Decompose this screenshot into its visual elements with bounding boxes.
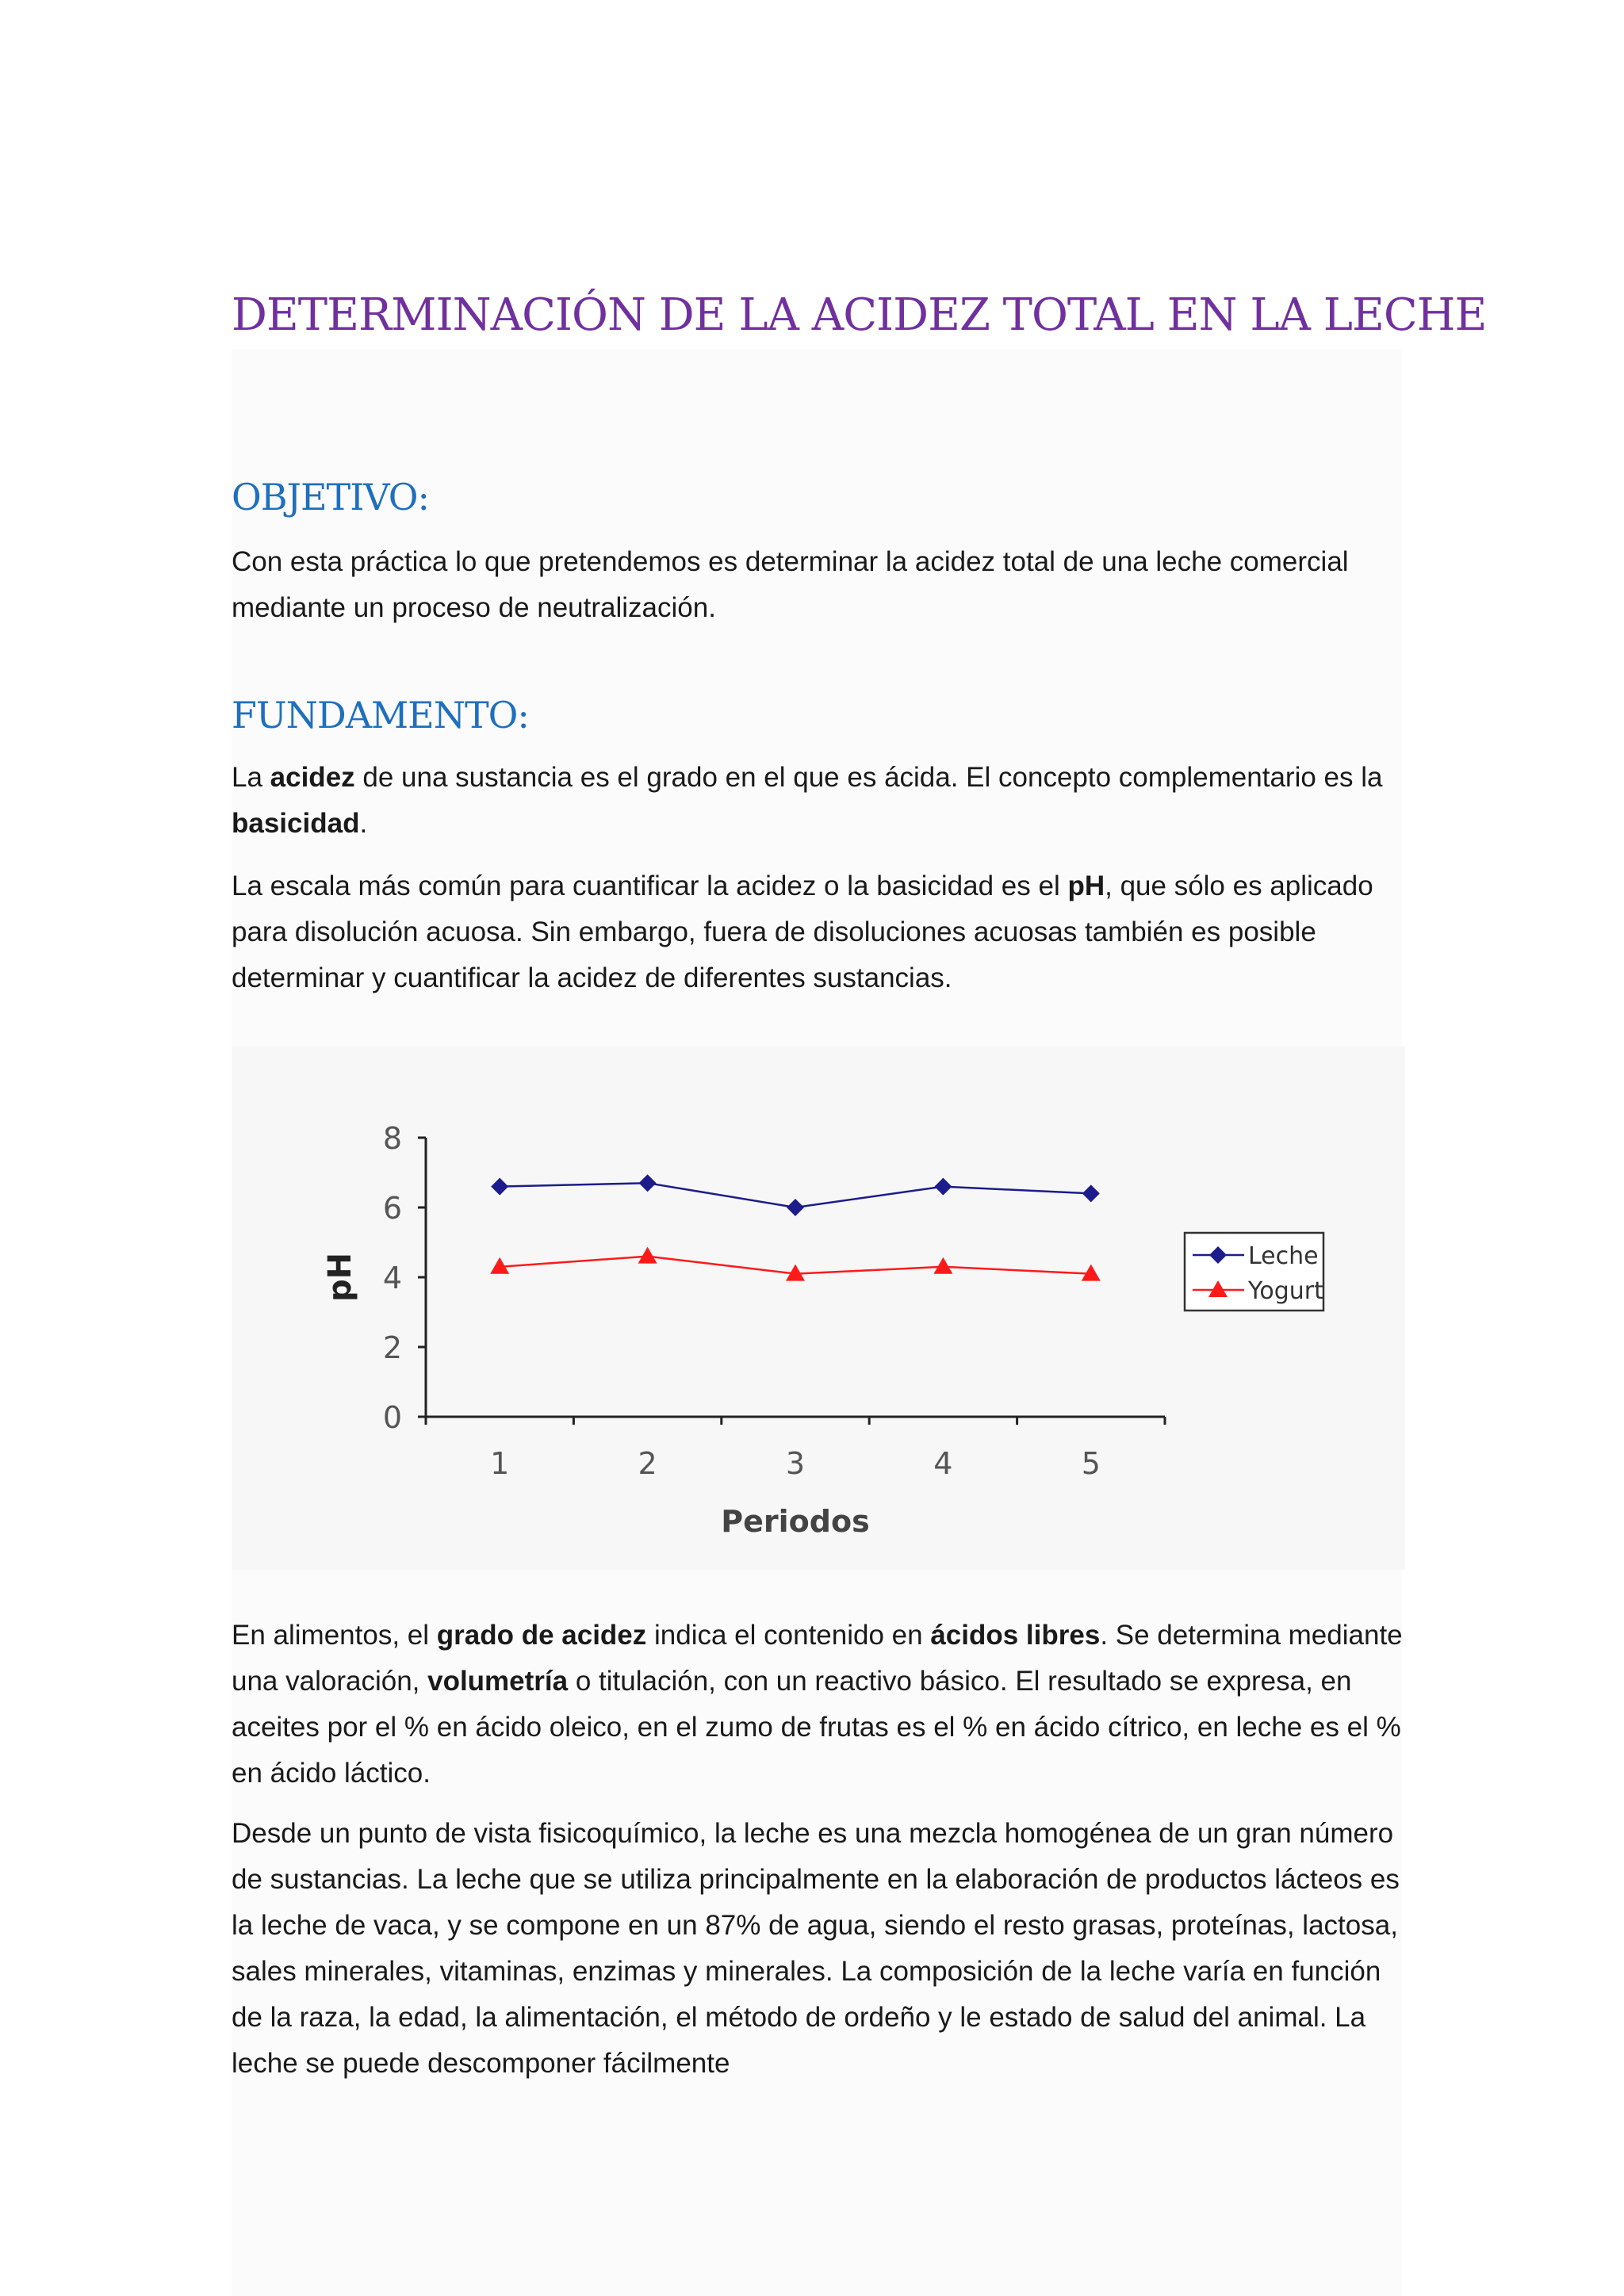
yogurt-data-point xyxy=(638,1247,657,1264)
leche-data-point xyxy=(934,1178,952,1196)
fundamento-heading: FUNDAMENTO: xyxy=(232,694,529,737)
x-tick-label: 2 xyxy=(638,1446,657,1481)
document-title: DETERMINACIÓN DE LA ACIDEZ TOTAL EN LA LECHE xyxy=(232,289,1487,341)
text-run: o titulación, con un reactivo básico. El resultado se expresa, en aceites por el % en ácido oleico, en el zumo de frutas es el % en ácido cítrico, en leche es el % en ácido láctico. xyxy=(232,1666,1401,1789)
text-run: En alimentos, el xyxy=(232,1620,437,1651)
leche-data-point xyxy=(491,1178,508,1196)
paragraph-grado-acidez xyxy=(232,1613,1405,1797)
y-tick-label: 6 xyxy=(382,1191,402,1226)
legend-leche-label: Leche xyxy=(1248,1242,1319,1270)
yogurt-data-point xyxy=(933,1257,952,1274)
objetivo-heading: OBJETIVO: xyxy=(232,476,430,519)
bold-term-volumetria: volumetría xyxy=(427,1666,569,1697)
text-run: . xyxy=(359,808,368,839)
paragraph-leche-composicion: Desde un punto de vista fisicoquímico, la leche es una mezcla homogénea de un gran número de sustancias. La leche que se utiliza principalmente en la elaboración de productos lácteos es la leche de vaca, y se compone en un 87% de agua, siendo el resto grasas, proteínas, lactosa, sales minerales, vitaminas, enzimas y minerales. La composición de la leche varía en función de la raza, la edad, la alimentación, el método de ordeño y le estado de salud del animal. La leche se puede descomponer fácilmente xyxy=(232,1818,1400,2079)
paragraph-acidez xyxy=(232,755,1405,847)
y-axis-label: pH xyxy=(322,1252,358,1303)
bold-term-basicidad: basicidad xyxy=(232,808,360,839)
text-run: de una sustancia es el grado en el que es ácida. El concepto complementario es la xyxy=(354,762,1383,793)
paragraph-ph xyxy=(232,863,1405,1001)
ph-line-chart xyxy=(232,1047,1405,1570)
leche-data-point xyxy=(787,1199,804,1216)
x-tick-label: 3 xyxy=(785,1446,806,1481)
text-run: . Se determina mediante una valoración, xyxy=(232,1620,1403,1697)
text-run: La escala más común para cuantificar la acidez o la basicidad es el xyxy=(232,871,1068,901)
leche-data-point xyxy=(639,1174,657,1192)
x-tick-label: 4 xyxy=(933,1446,953,1481)
text-run: La xyxy=(232,762,270,793)
bold-term-acidez: acidez xyxy=(270,762,355,793)
ph-chart xyxy=(232,1047,1405,1570)
objetivo-text: Con esta práctica lo que pretendemos es determinar la acidez total de una leche comercial mediante un proceso de neutralización. xyxy=(232,546,1349,623)
legend-yogurt-label: Yogurt xyxy=(1248,1277,1323,1305)
x-axis-label: Periodos xyxy=(721,1504,870,1539)
y-tick-label: 2 xyxy=(382,1330,402,1365)
bold-term-grado-acidez: grado de acidez xyxy=(436,1620,647,1651)
y-tick-label: 0 xyxy=(382,1400,402,1435)
y-tick-label: 8 xyxy=(382,1121,402,1156)
x-tick-label: 5 xyxy=(1081,1446,1101,1481)
text-run: , que sólo es aplicado para disolución acuosa. Sin embargo, fuera de disoluciones acuosas también es posible determinar y cuantificar la acidez de diferentes sustancias. xyxy=(232,871,1373,993)
text-run: indica el contenido en xyxy=(646,1620,931,1651)
leche-data-point xyxy=(1082,1184,1100,1202)
x-tick-label: 1 xyxy=(490,1446,510,1481)
bold-term-ph: pH xyxy=(1067,871,1105,901)
bold-term-acidos-libres: ácidos libres xyxy=(930,1620,1101,1651)
y-tick-label: 4 xyxy=(382,1261,402,1295)
